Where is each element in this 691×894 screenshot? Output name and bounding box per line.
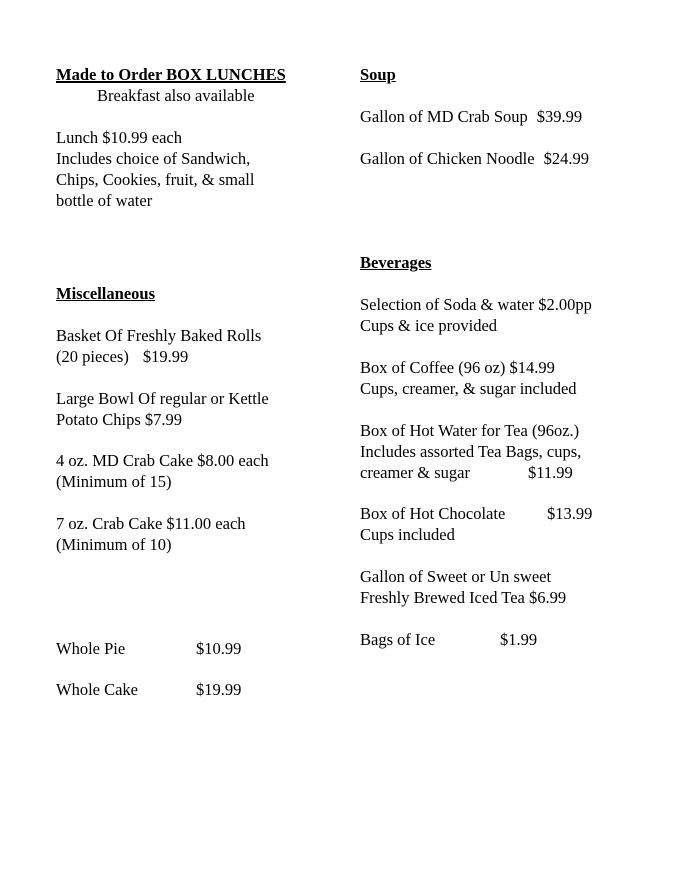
beverage-item: Box of Hot Chocolate [360,504,506,523]
soup-item [360,148,589,169]
dessert-price: $10.99 [196,639,242,658]
beverage-detail: Freshly Brewed Iced Tea $6.99 [360,588,567,607]
beverage-detail: creamer & sugar [360,463,470,482]
soup-item [360,106,582,127]
miscellaneous-heading: Miscellaneous [56,284,155,303]
menu-item-detail [56,346,188,367]
lunch-desc-line: Includes choice of Sandwich, [56,149,251,168]
beverage-item: Box of Hot Water for Tea (96oz.) [360,421,580,440]
beverages-heading: Beverages [360,253,432,272]
menu-item-detail: (Minimum of 15) [56,472,172,491]
dessert-name: Whole Cake [56,680,139,699]
beverage-item: Gallon of Sweet or Un sweet [360,567,552,586]
soup-heading: Soup [360,65,396,84]
menu-item: 7 oz. Crab Cake $11.00 each [56,514,246,533]
soup-name: Gallon of Chicken Noodle [360,149,535,168]
menu-item: 4 oz. MD Crab Cake $8.00 each [56,451,269,470]
soup-name: Gallon of MD Crab Soup [360,107,528,126]
item-qty: (20 pieces) [56,347,129,366]
beverage-price: $13.99 [547,504,593,523]
beverage-detail: Cups included [360,525,455,544]
dessert-name: Whole Pie [56,639,126,658]
lunch-price-line: Lunch $10.99 each [56,128,182,147]
lunch-desc-line: Chips, Cookies, fruit, & small [56,170,255,189]
lunch-desc-line: bottle of water [56,191,153,210]
menu-item: Large Bowl Of regular or Kettle [56,389,269,408]
soup-price: $39.99 [536,107,583,126]
beverage-item: Box of Coffee (96 oz) $14.99 [360,358,555,377]
item-price: $19.99 [142,347,189,366]
beverage-detail: Cups & ice provided [360,316,498,335]
box-lunches-heading: Made to Order BOX LUNCHES [56,65,286,84]
dessert-price: $19.99 [196,680,242,699]
menu-item: Basket Of Freshly Baked Rolls [56,326,262,345]
menu-item-detail: Potato Chips $7.99 [56,410,183,429]
beverage-item: Bags of Ice [360,630,436,649]
beverage-detail: Includes assorted Tea Bags, cups, [360,442,582,461]
beverage-item: Selection of Soda & water $2.00pp [360,295,592,314]
breakfast-note: Breakfast also available [97,86,255,105]
beverage-detail: Cups, creamer, & sugar included [360,379,577,398]
beverage-price: $1.99 [500,630,538,649]
beverage-price: $11.99 [528,463,573,482]
menu-item-detail: (Minimum of 10) [56,535,172,554]
soup-price: $24.99 [543,149,589,168]
